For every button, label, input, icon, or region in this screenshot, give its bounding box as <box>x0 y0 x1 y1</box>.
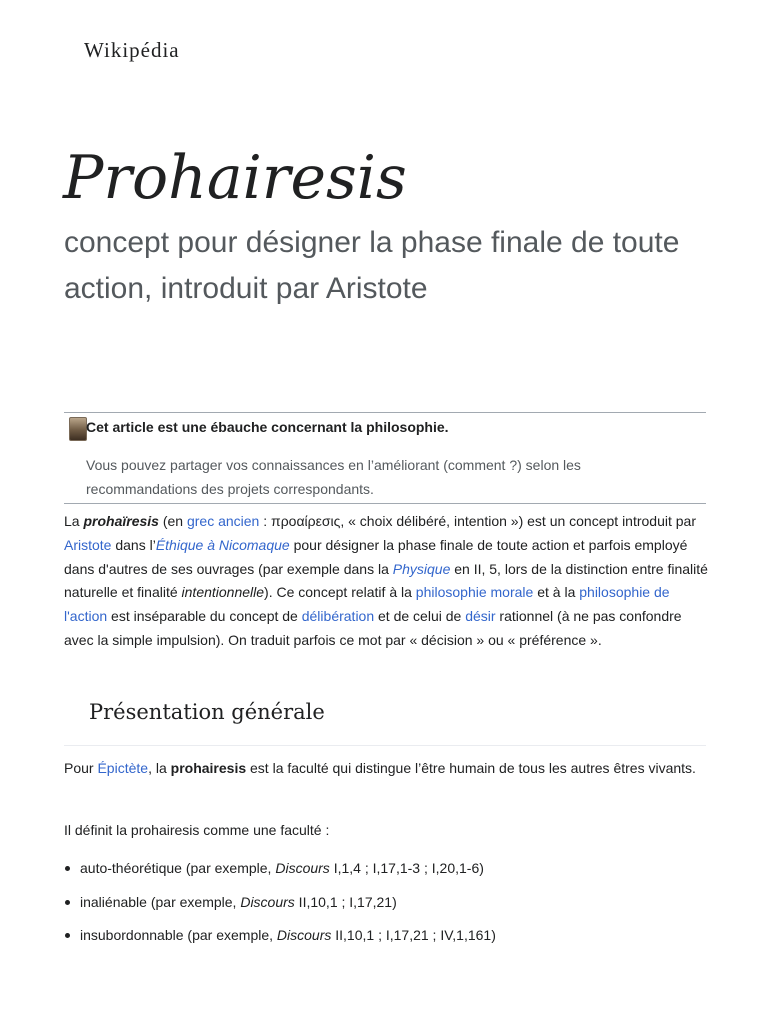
list-item-ref: II,10,1 ; I,17,21) <box>294 893 397 910</box>
link-philosophie-morale[interactable]: philosophie morale <box>415 584 534 601</box>
intro-paragraph <box>64 510 714 653</box>
list-item-text: auto-théorétique (par exemple, <box>80 860 276 876</box>
list-item-ref: II,10,1 ; I,17,21 ; IV,1,161) <box>331 927 496 943</box>
stub-notice-main: Cet article est une ébauche concernant la philosophie. <box>86 419 449 435</box>
faculty-list <box>64 856 714 957</box>
list-item-text: insubordonnable (par exemple, <box>80 927 277 943</box>
text: ). Ce concept relatif à la <box>264 584 416 601</box>
page-subtitle: concept pour désigner la phase finale de toute action, introduit par Aristote <box>64 226 680 305</box>
link-aristote[interactable]: Aristote <box>64 536 112 553</box>
text: et à la <box>533 584 580 601</box>
stub-notice <box>64 412 706 504</box>
term-bold: prohairesis <box>170 760 247 776</box>
section-paragraph-1 <box>64 757 714 781</box>
list-item-work: Discours <box>275 860 330 876</box>
section-paragraph-2: Il définit la prohairesis comme une faculté : <box>64 822 330 838</box>
text: , la <box>148 760 171 776</box>
list-item-work: Discours <box>240 893 295 910</box>
link-deliberation[interactable]: délibération <box>301 608 375 625</box>
stub-notice-sub: Vous pouvez partager vos connaissances en l’améliorant (comment ?) selon les recommandations des projets correspondants. <box>86 457 581 497</box>
section-heading-presentation[interactable]: Présentation générale <box>89 700 325 724</box>
text: dans l’ <box>111 536 156 553</box>
list-item <box>64 890 714 924</box>
text: : προαίρεσις, « choix délibéré, intention ») est un concept introduit par <box>259 513 697 529</box>
list-item-text: inaliénable (par exemple, <box>80 893 241 910</box>
link-epictete[interactable]: Épictète <box>97 760 149 776</box>
text: est inséparable du concept de <box>107 608 302 625</box>
term-bold: prohaïresis <box>83 513 159 529</box>
link-ethique-a-nicomaque[interactable]: Éthique à Nicomaque <box>155 536 290 553</box>
list-item <box>64 856 714 890</box>
link-philosophie-de-l-action[interactable]: philosophie de l'action <box>64 584 670 625</box>
text: Pour <box>64 760 98 776</box>
link-desir[interactable]: désir <box>465 608 496 625</box>
text: La <box>64 513 84 529</box>
list-item-work: Discours <box>276 927 332 943</box>
philosopher-portrait-icon <box>69 417 87 441</box>
text: et de celui de <box>374 608 466 625</box>
text: pour désigner la phase finale de toute action et parfois employé dans d'autres de ses ouvrages (par exemple dans la <box>64 536 688 577</box>
wikipedia-logo[interactable]: Wikipédia <box>84 38 180 62</box>
page-title: Prohairesis <box>63 143 407 213</box>
text: rationnel (à ne pas confondre avec la simple impulsion). On traduit parfois ce mot par « décision » ou « préférence ». <box>64 608 682 648</box>
text: (en <box>158 513 187 529</box>
list-item <box>64 923 714 957</box>
text: en II, 5, lors de la distinction entre finalité naturelle et finalité <box>64 560 708 601</box>
text: est la faculté qui distingue l’être humain de tous les autres êtres vivants. <box>246 760 696 776</box>
term-italic: intentionnelle <box>181 584 265 601</box>
link-grec-ancien[interactable]: grec ancien <box>186 513 260 529</box>
link-physique[interactable]: Physique <box>392 560 451 577</box>
list-item-ref: I,1,4 ; I,17,1-3 ; I,20,1-6) <box>329 860 484 876</box>
section-divider <box>64 745 706 746</box>
